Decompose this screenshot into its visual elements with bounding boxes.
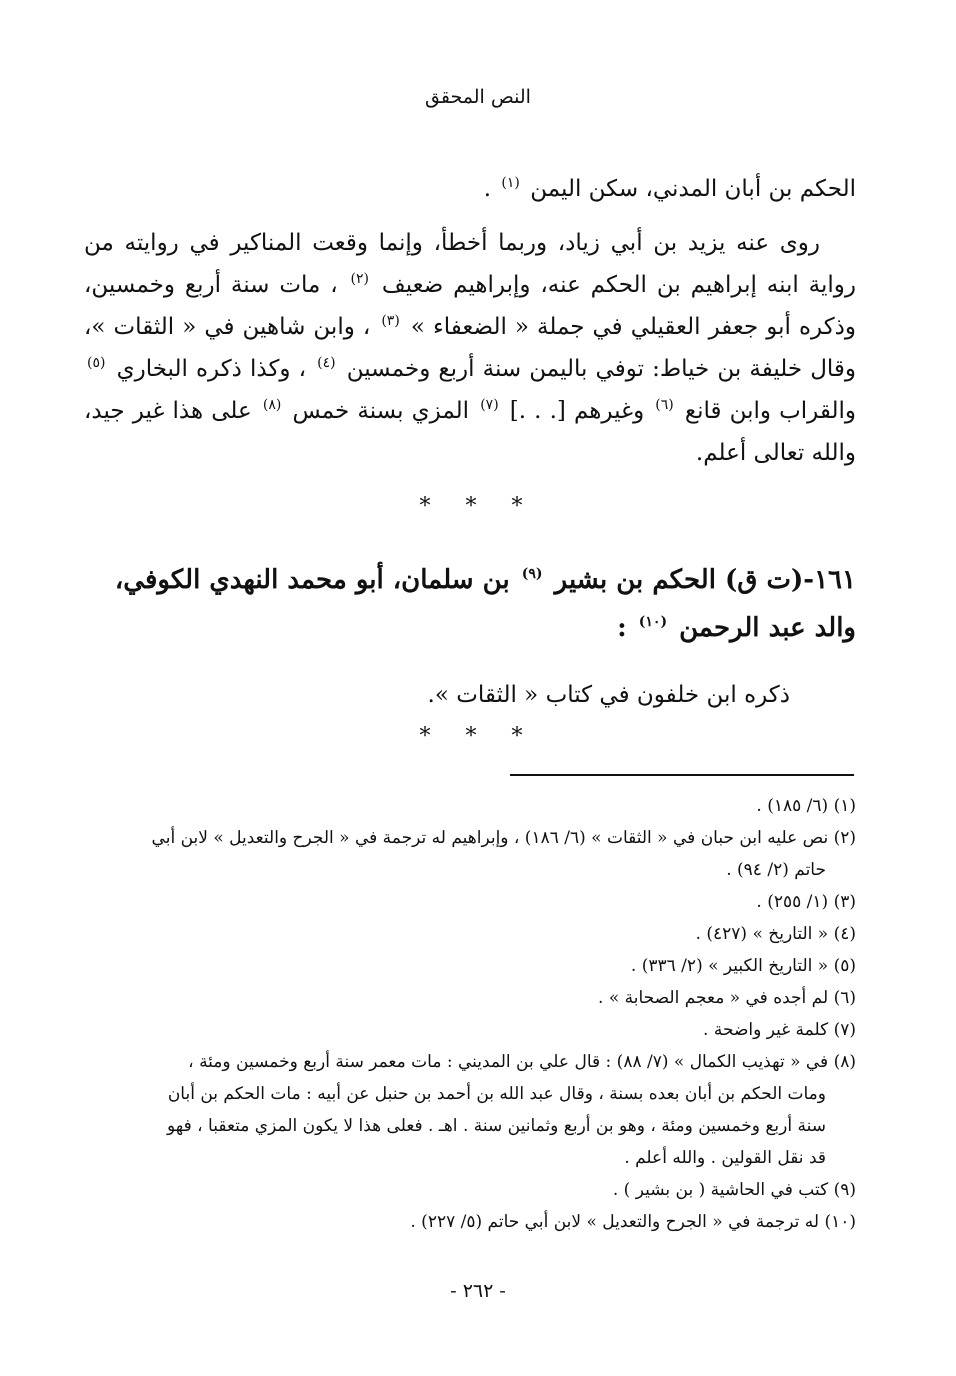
body-text-2: ، مات سنة أربع وخمسين، وذكره أبو جعفر العقيلي في جملة « الضعفاء » bbox=[84, 272, 857, 340]
footnote-5: (٥) « التاريخ الكبير » (٢/ ٣٣٦) . bbox=[630, 956, 856, 976]
body-text-4: ، وكذا ذكره البخاري bbox=[116, 356, 307, 382]
entry-160 bbox=[84, 168, 856, 474]
body-text-3: ، وابن شاهين في « الثقات »، وقال خليفة بن خياط: توفي باليمن سنة أربع وخمسين bbox=[84, 314, 857, 382]
section-separator-1: * * * bbox=[419, 494, 537, 519]
footnote-ref-10[interactable]: (١٠) bbox=[638, 614, 668, 631]
footnote-3: (٣) (١/ ٢٥٥) . bbox=[756, 892, 856, 912]
entry-161-heading-2: بن سلمان، أبو محمد النهدي الكوفي، bbox=[114, 565, 510, 595]
footnote-ref-6[interactable]: (٦) bbox=[655, 397, 674, 414]
footnotes bbox=[84, 790, 856, 1238]
entry-161-heading-3: والد عبد الرحمن bbox=[679, 613, 856, 643]
footnote-8-cont-3: قد نقل القولين . والله أعلم . bbox=[624, 1148, 826, 1168]
footnote-ref-9[interactable]: (٩) bbox=[521, 566, 543, 583]
entry-161-heading-end: : bbox=[617, 613, 627, 643]
section-separator-2: * * * bbox=[419, 724, 537, 749]
running-header: النص المحقق bbox=[425, 86, 531, 108]
footnote-6: (٦) لم أجده في « معجم الصحابة » . bbox=[598, 988, 856, 1008]
body-text-6: وغيرهم [. . .] bbox=[509, 398, 645, 424]
footnote-4: (٤) « التاريخ » (٤٢٧) . bbox=[695, 924, 856, 944]
footnote-8: (٨) في « تهذيب الكمال » (٧/ ٨٨) : قال علي بن المديني : مات معمر سنة أربع وخمسين ومئة ، bbox=[188, 1052, 856, 1072]
footnote-ref-7[interactable]: (٧) bbox=[480, 397, 499, 414]
footnote-ref-8[interactable]: (٨) bbox=[262, 397, 282, 414]
footnote-2-cont: حاتم (٢/ ٩٤) . bbox=[726, 860, 826, 880]
body-text-1: روى عنه يزيد بن أبي زياد، وربما أخطأ، وإنما وقعت المناكير في روايته من رواية ابنه إبراهيم بن الحكم عنه، وإبراهيم ضعيف bbox=[84, 230, 857, 298]
entry-160-title bbox=[84, 168, 856, 210]
entry-161-text: ذكره ابن خلفون في كتاب « الثقات ». bbox=[427, 682, 790, 708]
body-text-8: على هذا غير جيد، والله تعالى أعلم. bbox=[84, 398, 856, 466]
entry-160-title-end: . bbox=[483, 176, 492, 202]
footnote-divider bbox=[510, 774, 854, 776]
page-number: - ٢٦٢ - bbox=[450, 1280, 506, 1302]
entry-160-body bbox=[84, 222, 856, 474]
entry-160-title-text: الحكم بن أبان المدني، سكن اليمن bbox=[530, 176, 856, 202]
entry-161-heading-line2 bbox=[84, 604, 856, 652]
footnote-9: (٩) كتب في الحاشية ( بن بشير ) . bbox=[612, 1180, 856, 1200]
footnote-8-cont-1: ومات الحكم بن أبان بعده بسنة ، وقال عبد الله بن أحمد بن حنبل عن أبيه : مات الحكم بن أبان bbox=[167, 1084, 826, 1104]
footnote-8-cont-2: سنة أربع وخمسين ومئة ، وهو بن أربع وثمانين سنة . اهـ . فعلى هذا لا يكون المزي متعقبا ، فهو bbox=[167, 1116, 826, 1136]
footnote-ref-1[interactable]: (١) bbox=[501, 175, 520, 192]
footnote-1: (١) (٦/ ١٨٥) . bbox=[756, 796, 856, 816]
footnote-ref-2[interactable]: (٢) bbox=[350, 271, 369, 288]
entry-161 bbox=[84, 556, 856, 716]
footnote-ref-5[interactable]: (٥) bbox=[87, 355, 106, 372]
footnote-ref-4[interactable]: (٤) bbox=[317, 355, 336, 372]
footnote-2: (٢) نص عليه ابن حبان في « الثقات » (٦/ ١٨٦) ، وإبراهيم له ترجمة في « الجرح والتعديل » لابن أبي bbox=[151, 828, 856, 848]
entry-161-heading bbox=[84, 556, 856, 604]
footnote-10: (١٠) له ترجمة في « الجرح والتعديل » لابن أبي حاتم (٥/ ٢٢٧) . bbox=[410, 1212, 856, 1232]
body-text-5: والقراب وابن قانع bbox=[684, 398, 856, 424]
footnote-ref-3[interactable]: (٣) bbox=[381, 313, 400, 330]
body-text-7: المزي بسنة خمس bbox=[292, 398, 470, 424]
entry-161-heading-1: ١٦١-(ت ق) الحكم بن بشير bbox=[554, 565, 856, 595]
footnote-7: (٧) كلمة غير واضحة . bbox=[703, 1020, 856, 1040]
